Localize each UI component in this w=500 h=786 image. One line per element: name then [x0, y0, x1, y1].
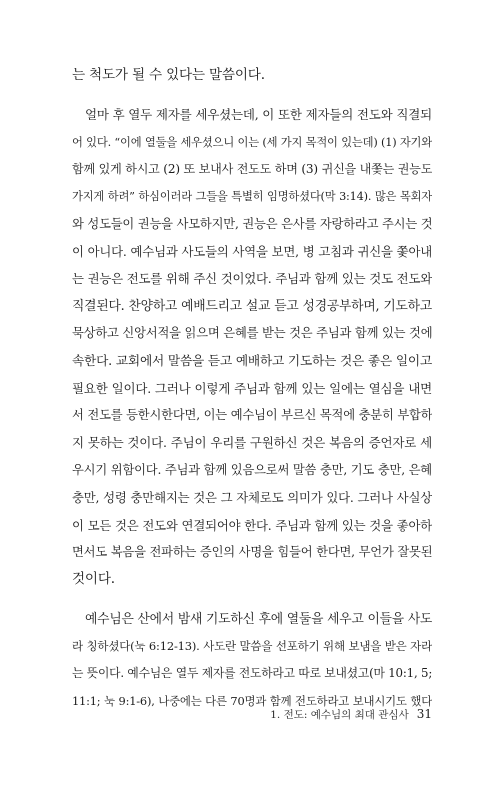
text-line: 이 모든 것은 전도와 연결되어야 한다. 주님과 함께 있는 것을 좋아하: [72, 517, 432, 533]
paragraph-gap: [72, 89, 432, 101]
text-line: 는 권능은 전도를 위해 주신 것이었다. 주님과 함께 있는 것도 전도와: [72, 271, 432, 287]
body-text: [72, 62, 432, 715]
text-line: 예수님은 산에서 밤새 기도하신 후에 열둘을 세우고 이들을 사도: [85, 611, 432, 627]
text-line: 이 아니다. 예수님과 사도들의 사역을 보면, 병 고침과 귀신을 쫓아내: [72, 244, 432, 260]
text-line: 얼마 후 열두 제자를 세우셨는데, 이 또한 제자들의 전도와 직결되: [85, 107, 432, 123]
text-line: 11:1; 눅 9:1-6), 나중에는 다른 70명과 함께 전도하라고 보내시기도 했다: [72, 693, 432, 708]
page-footer: [72, 706, 432, 723]
text-line: 는 척도가 될 수 있다는 말씀이다.: [72, 67, 265, 83]
text-line: 는 뜻이다. 예수님은 열두 제자를 전도하라고 따로 보내셨고(마 10:1, 5;: [72, 666, 432, 681]
running-chapter-title: 1. 전도: 예수님의 최대 관심사: [270, 709, 409, 721]
text-line: 가지게 하려” 하심이러라 그들을 특별히 임명하셨다(막 3:14). 많은 목회자: [72, 190, 432, 204]
text-line: 속한다. 교회에서 말씀을 듣고 예배하고 기도하는 것은 좋은 일이고: [72, 353, 432, 369]
text-line: 함께 있게 하시고 (2) 또 보내사 전도도 하며 (3) 귀신을 내쫓는 권능도: [72, 162, 432, 177]
paragraph-gap: [72, 594, 432, 606]
text-line: 충만, 성령 충만해지는 것은 그 자체로도 의미가 있다. 그러나 사실상: [72, 490, 432, 506]
text-line: 어 있다. “이에 열둘을 세우셨으니 이는 (세 가지 목적이 있는데) (1) 자기와: [72, 135, 432, 149]
text-line: 와 성도들이 권능을 사모하지만, 권능은 은사를 자랑하라고 주시는 것: [72, 216, 432, 231]
text-line: 면서도 복음을 전파하는 증인의 사명을 힘들어 한다면, 무언가 잘못된: [72, 544, 432, 559]
text-line: 묵상하고 신앙서적을 읽으며 은혜를 받는 것은 주님과 함께 있는 것에: [72, 326, 432, 341]
text-line: 라 칭하셨다(눅 6:12-13). 사도란 말씀을 선포하기 위해 보냄을 받은 자라: [72, 638, 432, 653]
text-line: 것이다.: [72, 571, 115, 588]
text-line: 서 전도를 등한시한다면, 이는 예수님이 부르신 목적에 충분히 부합하: [72, 408, 432, 423]
text-line: 직결된다. 찬양하고 예배드리고 설교 듣고 성경공부하며, 기도하고: [72, 298, 432, 314]
text-line: 우시기 위함이다. 주님과 함께 있음으로써 말씀 충만, 기도 충만, 은혜: [72, 462, 432, 477]
text-line: 지 못하는 것이다. 주님이 우리를 구원하신 것은 복음의 증언자로 세: [72, 435, 432, 451]
page-number: 31: [416, 707, 432, 721]
text-line: 필요한 일이다. 그러나 이렇게 주님과 함께 있는 일에는 열심을 내면: [72, 380, 432, 396]
